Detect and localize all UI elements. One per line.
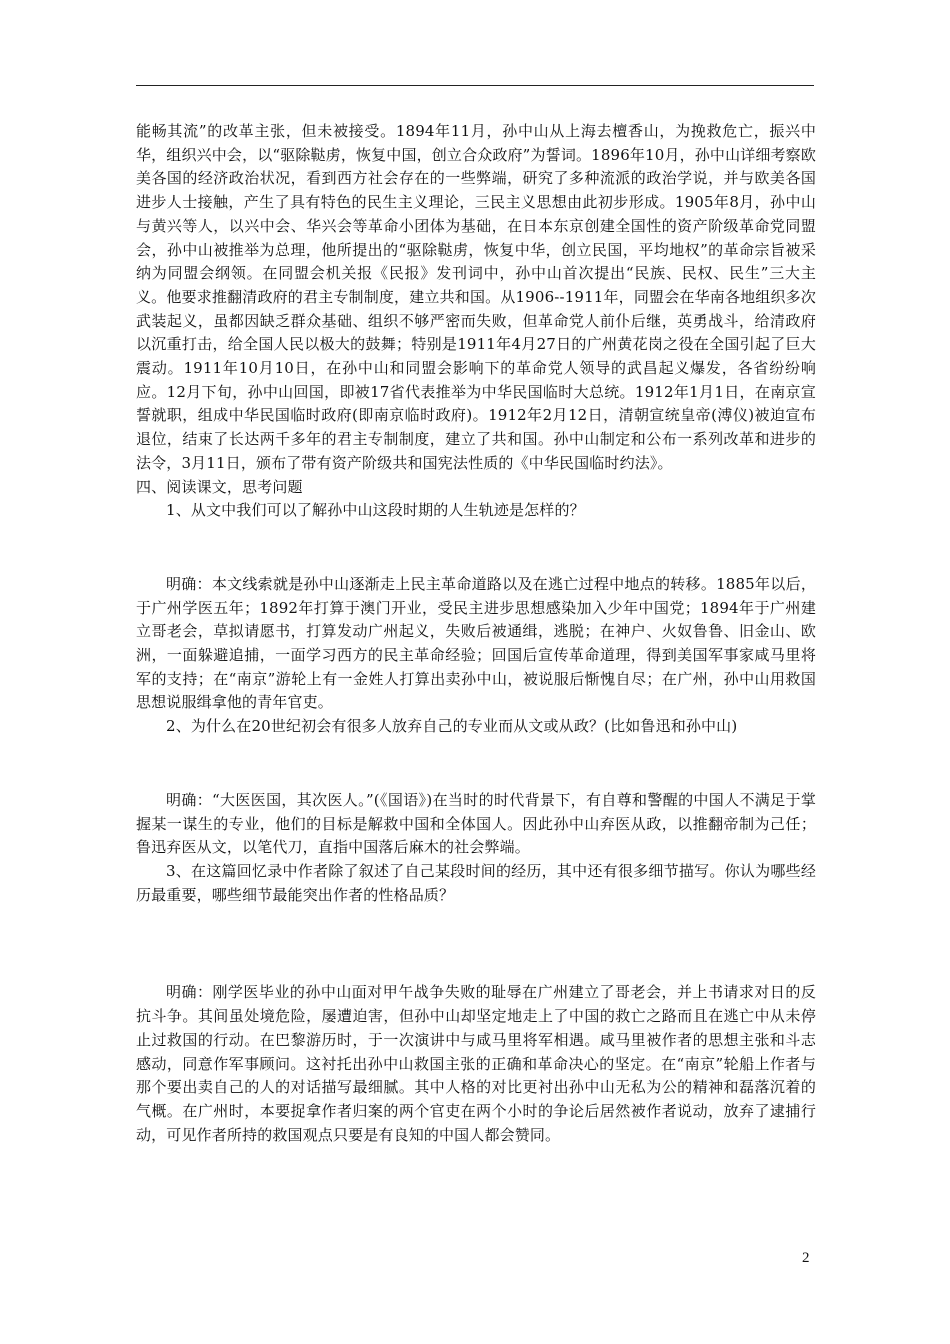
- intro-paragraph: 能畅其流”的改革主张，但未被接受。1894年11月，孙中山从上海去檀香山，为挽救危亡，振兴中华，组织兴中会，以“驱除鞑虏，恢复中国，创立合众政府”为誓词。1896年10月，孙中山详细考察欧美各国的经济政治状况，看到西方社会存在的一些弊端，研究了多种流派的政治学说，并与欧美各国进步人士接触，产生了具有特色的民生主义理论，三民主义思想由此初步形成。1905年8月，孙中山与黄兴等人，以兴中会、华兴会等革命小团体为基础，在日本东京创建全国性的资产阶级革命党同盟会，孙中山被推举为总理，他所提出的“驱除鞑虏，恢复中华，创立民国，平均地权”的革命宗旨被采纳为同盟会纲领。在同盟会机关报《民报》发刊词中，孙中山首次提出“民族、民权、民生”三大主义。他要求推翻清政府的君主专制制度，建立共和国。从1906--1911年，同盟会在华南各地组织多次武装起义，虽都因缺乏群众基础、组织不够严密而失败，但革命党人前仆后继，英勇战斗，给清政府以沉重打击，给全国人民以极大的鼓舞；特别是1911年4月27日的广州黄花岗之役在全国引起了巨大震动。1911年10月10日，在孙中山和同盟会影响下的革命党人领导的武昌起义爆发，各省纷纷响应。12月下旬，孙中山回国，即被17省代表推举为中华民国临时大总统。1912年1月1日，在南京宣誓就职，组成中华民国临时政府(即南京临时政府)。1912年2月12日，清朝宣统皇帝(溥仪)被迫宣布退位，结束了长达两千多年的君主专制制度，建立了共和国。孙中山制定和公布一系列改革和进步的法令，3月11日，颁布了带有资产阶级共和国宪法性质的《中华民国临时约法》。: [136, 122, 816, 472]
- answer-space: [136, 523, 816, 573]
- question-1: 1、从文中我们可以了解孙中山这段时期的人生轨迹是怎样的？: [166, 501, 585, 520]
- header-rule: [136, 85, 814, 86]
- section-heading: 四、阅读课文，思考问题: [136, 477, 303, 496]
- question-3: 3、在这篇回忆录中作者除了叙述了自己某段时间的经历，其中还有很多细节描写。你认为哪些经历最重要，哪些细节最能突出作者的性格品质？: [136, 861, 816, 904]
- answer-space: [136, 907, 816, 981]
- question-2: 2、为什么在20世纪初会有很多人放弃自己的专业而从文或从政？(比如鲁迅和孙中山): [166, 717, 738, 736]
- document-body: [136, 120, 816, 1147]
- answer-space: [136, 739, 816, 789]
- answer-2: 明确：“大医医国，其次医人。”(《国语》)在当时的时代背景下，有自尊和警醒的中国人不满足于掌握某一谋生的专业，他们的目标是解救中国和全体国人。因此孙中山弃医从政，以推翻帝制为己任；鲁迅弃医从文，以笔代刀，直指中国落后麻木的社会弊端。: [136, 790, 816, 857]
- answer-1: 明确：本文线索就是孙中山逐渐走上民主革命道路以及在逃亡过程中地点的转移。1885年以后，于广州学医五年；1892年打算于澳门开业，受民主进步思想感染加入少年中国党；1894年于广州建立哥老会，草拟请愿书，打算发动广州起义，失败后被通缉，逃脱；在神户、火奴鲁鲁、旧金山、欧洲，一面躲避追捕，一面学习西方的民主革命经验；回国后宣传革命道理，得到美国军事家咸马里将军的支持；在“南京”游轮上有一金姓人打算出卖孙中山，被说服后惭愧自尽；在广州，孙中山用救国思想说服缉拿他的青年官吏。: [136, 574, 816, 712]
- page-number: 2: [802, 1250, 810, 1266]
- answer-3: 明确：刚学医毕业的孙中山面对甲午战争失败的耻辱在广州建立了哥老会，并上书请求对日的反抗斗争。其间虽处境危险，屡遭迫害，但孙中山却坚定地走上了中国的救亡之路而且在逃亡中从未停止过救国的行动。在巴黎游历时，于一次演讲中与咸马里将军相遇。咸马里被作者的思想主张和斗志感动，同意作军事顾问。这衬托出孙中山救国主张的正确和革命决心的坚定。在“南京”轮船上作者与那个要出卖自己的人的对话描写最细腻。其中人格的对比更衬出孙中山无私为公的精神和磊落沉着的气概。在广州时，本要捉拿作者归案的两个官吏在两个小时的争论后居然被作者说动，放弃了逮捕行动，可见作者所持的救国观点只要是有良知的中国人都会赞同。: [136, 983, 816, 1144]
